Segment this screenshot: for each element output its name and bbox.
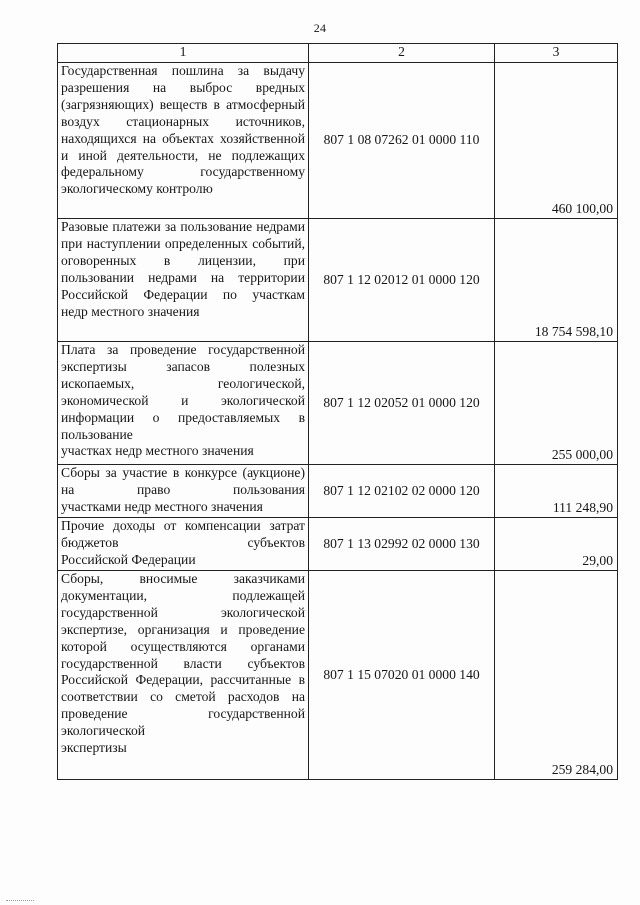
table-row xyxy=(58,63,618,219)
description-last-line: Российской Федерации xyxy=(61,551,196,567)
table-row xyxy=(58,465,618,518)
row-amount: 29,00 xyxy=(495,518,618,571)
row-code: 807 1 13 02992 02 0000 130 xyxy=(309,518,495,571)
row-amount: 259 284,00 xyxy=(495,571,618,780)
description-text: Прочие доходы от компенсации затрат бюджетов субъектов xyxy=(61,518,305,550)
table-row xyxy=(58,219,618,342)
description-text: Разовые платежи за пользование недрами при наступлении определенных событий, оговоренных в лицензии, при пользовании недрами на территории Российской Федерации по участкам xyxy=(61,219,305,302)
table-row xyxy=(58,342,618,465)
header-col-3: 3 xyxy=(495,44,618,63)
description-last-line: экспертизы xyxy=(61,740,127,756)
row-code: 807 1 12 02052 01 0000 120 xyxy=(309,342,495,465)
description-text: Сборы за участие в конкурсе (аукционе) на право пользования xyxy=(61,465,305,497)
row-code: 807 1 12 02102 02 0000 120 xyxy=(309,465,495,518)
row-amount: 18 754 598,10 xyxy=(495,219,618,342)
description-text: Сборы, вносимые заказчиками документации, подлежащей государственной экологической экспертизе, организация и проведение которой осуществляются органами государственной власти субъектов Российской Федерации, рассчитанные в соответствии со сметой расходов на проведение государственной экологической xyxy=(61,571,305,739)
row-amount: 111 248,90 xyxy=(495,465,618,518)
description-text: Плата за проведение государственной экспертизы запасов полезных ископаемых, геологической, экономической и экологической информации о предоставляемых в пользование xyxy=(61,342,305,442)
row-amount: 460 100,00 xyxy=(495,63,618,219)
row-description xyxy=(58,219,309,342)
table-row xyxy=(58,518,618,571)
row-code: 807 1 08 07262 01 0000 110 xyxy=(309,63,495,219)
row-code: 807 1 12 02012 01 0000 120 xyxy=(309,219,495,342)
row-amount: 255 000,00 xyxy=(495,342,618,465)
row-description xyxy=(58,518,309,571)
description-last-line: экологическому контролю xyxy=(61,181,213,197)
description-last-line: участками недр местного значения xyxy=(61,498,263,514)
header-col-1: 1 xyxy=(58,44,309,63)
row-description xyxy=(58,465,309,518)
table-row xyxy=(58,571,618,780)
row-code: 807 1 15 07020 01 0000 140 xyxy=(309,571,495,780)
revenue-table xyxy=(57,43,618,780)
row-description xyxy=(58,342,309,465)
description-text: Государственная пошлина за выдачу разрешения на выброс вредных (загрязняющих) веществ в атмосферный воздух стационарных источников, находящихся на объектах хозяйственной и иной деятельности, не подлежащих федеральному государственному xyxy=(61,63,305,180)
page-number: 24 xyxy=(313,21,327,35)
description-last-line: участках недр местного значения xyxy=(61,443,254,459)
description-last-line: недр местного значения xyxy=(61,303,200,319)
table-header-row xyxy=(58,44,618,63)
header-col-2: 2 xyxy=(309,44,495,63)
scan-artifact xyxy=(6,900,34,903)
row-description xyxy=(58,571,309,780)
row-description xyxy=(58,63,309,219)
